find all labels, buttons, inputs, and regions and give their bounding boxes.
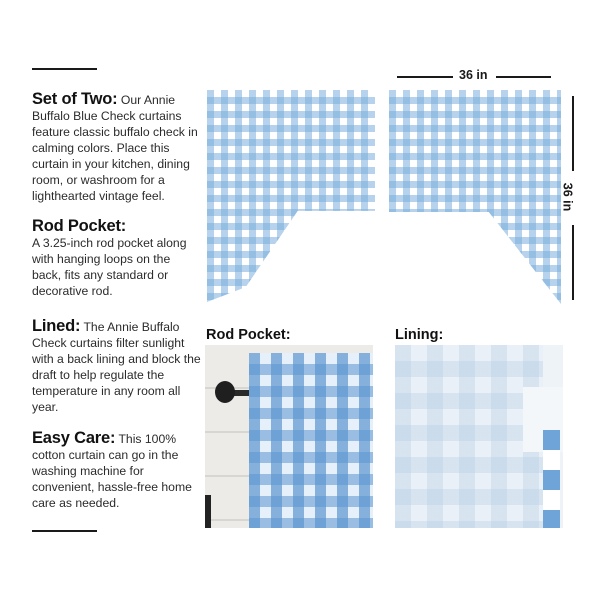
- lining-photo-label: Lining:: [395, 327, 444, 343]
- swag-curtain-left: [207, 90, 375, 302]
- feature-text: This 100% cotton curtain can go in the washing machine for convenient, hassle-free home care as needed.: [32, 432, 192, 510]
- feature-heading: Lined:: [32, 317, 81, 335]
- feature-text: Our Annie Buffalo Blue Check curtains feature classic buffalo check in calming colors. Place this curtain in your kitchen, dining room, or washroom for a lighthearted vintage feel.: [32, 93, 198, 203]
- rod-pocket-fabric: [249, 353, 373, 528]
- rod-pocket-photo: [205, 345, 373, 528]
- rod-finial: [215, 381, 235, 403]
- height-dimension-line-bottom: [572, 225, 574, 300]
- feature-easy-care: [32, 430, 202, 511]
- lining-photo: [395, 345, 563, 528]
- top-divider: [32, 68, 97, 70]
- feature-heading: Set of Two:: [32, 90, 118, 108]
- feature-lined: [32, 318, 202, 415]
- lining-fabric: [395, 345, 543, 528]
- outer-fabric-edge: [543, 430, 560, 528]
- height-dimension-label: 36 in: [560, 182, 575, 212]
- swag-curtain-right: [389, 90, 561, 304]
- feature-text: The Annie Buffalo Check curtains filter sunlight with a back lining and block the draft to help regulate the temperature in any room all year.: [32, 320, 201, 414]
- feature-text: A 3.25-inch rod pocket along with hanging loops on the back, fits any standard or decorative rod.: [32, 236, 187, 298]
- feature-set-of-two: [32, 91, 202, 204]
- feature-heading: Rod Pocket:: [32, 217, 127, 235]
- feature-rod-pocket: [32, 218, 202, 299]
- width-dimension-label: 36 in: [459, 68, 488, 82]
- width-dimension-line-left: [397, 76, 453, 78]
- window-frame: [205, 495, 211, 528]
- rod-pocket-photo-label: Rod Pocket:: [206, 327, 291, 343]
- bottom-divider: [32, 530, 97, 532]
- width-dimension-line-right: [496, 76, 551, 78]
- height-dimension-line-top: [572, 96, 574, 171]
- feature-heading: Easy Care:: [32, 429, 116, 447]
